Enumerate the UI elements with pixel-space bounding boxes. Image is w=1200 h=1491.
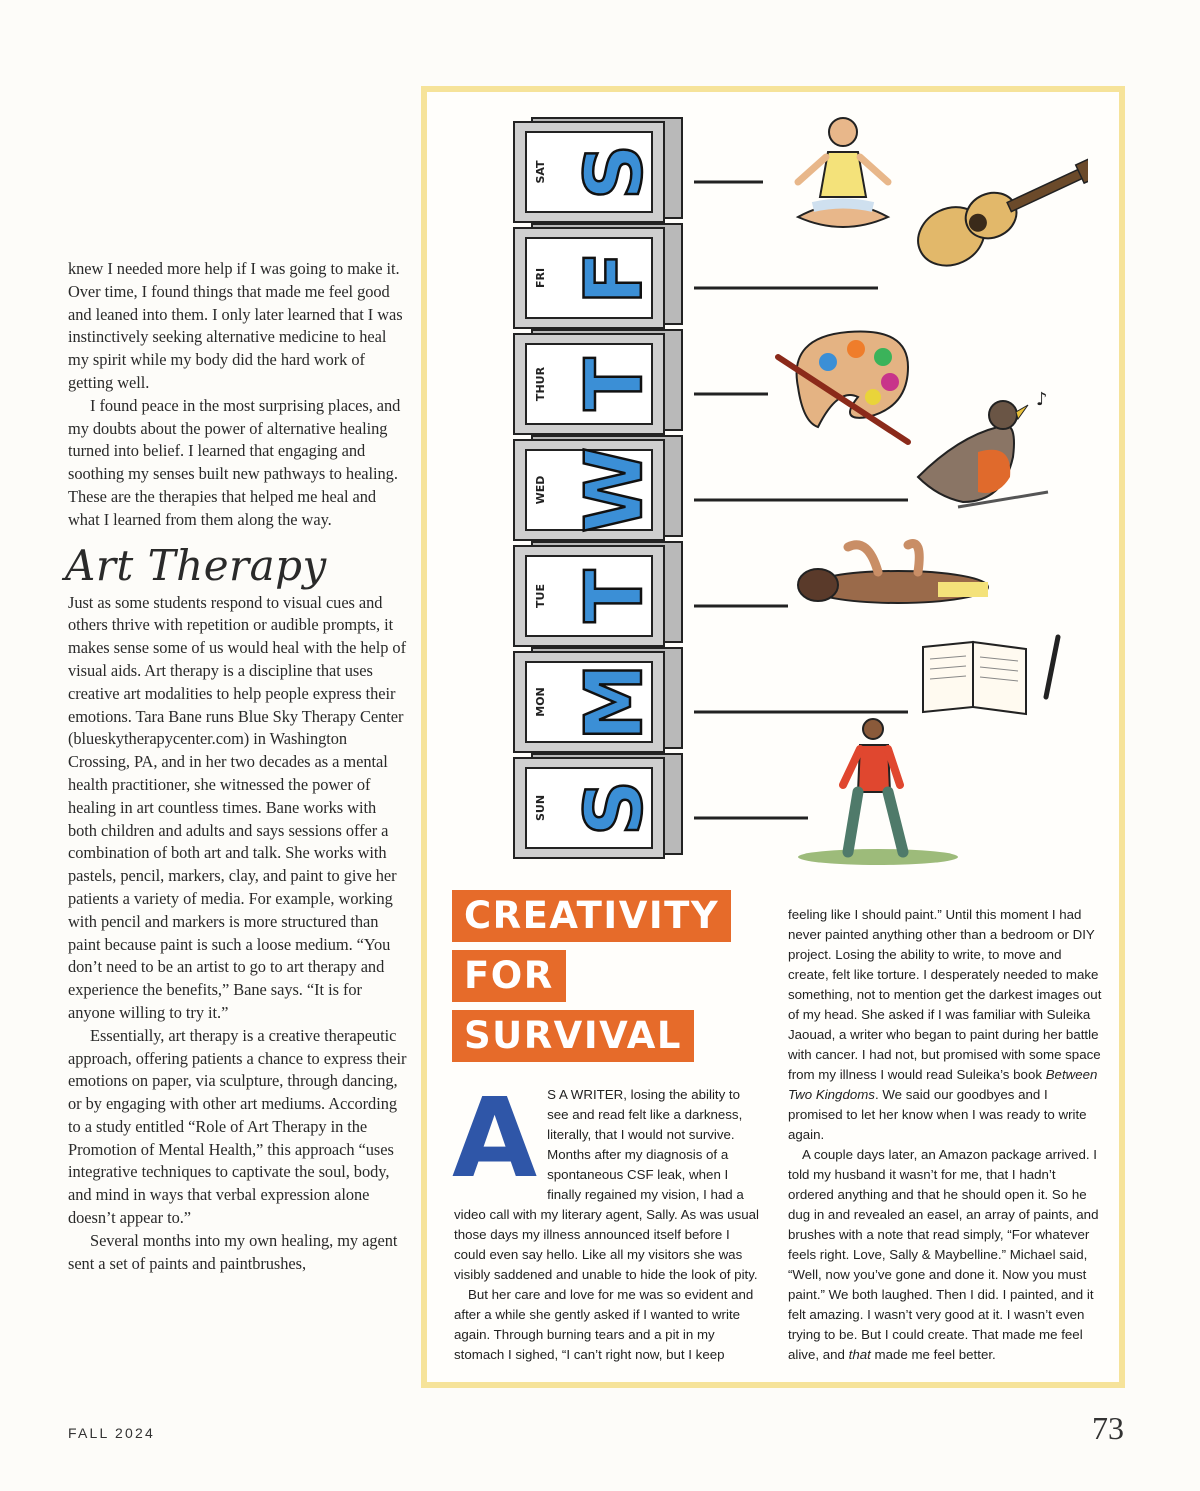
headline-line-3: SURVIVAL [452, 1010, 694, 1062]
article-headline [452, 890, 731, 1070]
day-label: SUN [534, 794, 547, 822]
day-letter: T [570, 357, 660, 411]
article-paragraph-3-end: . We said our goodbyes and I promised to let her know when I was ready to write again. [788, 1087, 1087, 1142]
emphasis-that: that [848, 1347, 871, 1362]
songbird-icon [918, 389, 1048, 507]
article-paragraph-4-text: A couple days later, an Amazon package arrived. I told my husband it wasn’t for me, that I hadn’t ordered anything and that he should open it. So he dug in and revealed an easel, an array of paints, and brushes with a note that read simply, “For whatever feels right. Love, Sally & Maybelline.” Michael said, “Well, now you’ve gone and done it. Now you must paint.” We both laughed. Then I did. I painted, and it felt amazing. I wasn’t very good at it. I wasn’t even trying to be. But I could create. That made me feel alive, and [788, 1147, 1099, 1362]
pill-box-tue [514, 542, 682, 646]
walking-person-icon [798, 719, 958, 865]
art-therapy-paragraph-1: Just as some students respond to visual cues and others thrive with repetition or audible prompts, it makes sense some of us would heal with the help of visual aids. Art therapy is a discipline that uses creative art modalities to help people express their emotions. Tara Bane runs Blue Sky Therapy Center (blueskytherapycenter.com) in Washington Crossing, PA, and in her two decades as a mental health practitioner, she witnessed the power of healing in art countless times. Bane works with both children and adults and says sessions offer a combination of both art and talk. She works with pastels, pencil, markers, clay, and paint to give her patients a variety of media. For example, working with pencil and markers is more structured than paint because paint is such a loose medium. “You don’t need to be an artist to go to art therapy and experience the benefits,” Bane says. “It is for anyone willing to try it.” [68, 592, 406, 1022]
pill-box-sun [514, 754, 682, 858]
article-paragraph-2: But her care and love for me was so evident and after a while she gently asked if I wanted to write again. Through burning tears and a pit in my stomach I sighed, “I can’t right now, but I keep [454, 1287, 754, 1362]
pill-box-wed [514, 436, 682, 540]
day-label: TUE [534, 584, 547, 608]
article-paragraph-4 [788, 1145, 1104, 1365]
meditation-icon [798, 118, 888, 227]
article-paragraph-4-end: made me feel better. [870, 1347, 996, 1362]
day-label: THUR [534, 366, 547, 402]
day-label: SAT [534, 160, 547, 184]
pill-box-fri [514, 224, 682, 328]
headline-line-1: CREATIVITY [452, 890, 731, 942]
art-therapy-paragraph-3: Several months into my own healing, my agent sent a set of paints and paintbrushes, [68, 1230, 398, 1273]
guitar-icon [909, 141, 1088, 276]
day-letter: F [570, 251, 660, 305]
day-letter: T [570, 569, 660, 623]
journal-icon [923, 637, 1058, 714]
massage-icon [798, 544, 988, 603]
article-paragraph-3 [788, 905, 1104, 1145]
article-column-middle [452, 1074, 759, 1365]
day-label: MON [534, 687, 547, 717]
lead-caps: S A WRITER, [547, 1087, 627, 1102]
article-column-right [788, 905, 1104, 1365]
left-column [65, 258, 408, 1275]
day-letter: M [570, 663, 660, 741]
pill-organizer-illustration [508, 112, 1088, 872]
day-letter: S [570, 779, 660, 837]
page-number: 73 [1092, 1410, 1124, 1446]
headline-line-2: FOR [452, 950, 566, 1002]
issue-label: FALL 2024 [68, 1425, 156, 1441]
day-letter: S [570, 143, 660, 201]
article-paragraph-1 [452, 1074, 759, 1285]
pill-box-thur [514, 330, 682, 434]
drop-cap: A [452, 1074, 538, 1202]
pill-box-mon [514, 648, 682, 752]
art-therapy-paragraph-2: Essentially, art therapy is a creative therapeutic approach, offering patients a chance to express their emotions on paper, via sculpture, through dancing, or by engaging with other art mediums. According to a study entitled “Role of Art Therapy in the Promotion of Mental Health,” this approach “uses integrative techniques to captivate the soul, body, and mind in ways that verbal expression alone doesn’t appear to.” [68, 1025, 407, 1228]
day-label: WED [534, 475, 547, 505]
section-heading-art-therapy: Art Therapy [65, 540, 327, 590]
day-label: FRI [534, 267, 547, 289]
svg-text:♪: ♪ [1036, 389, 1048, 410]
pill-box-sat [514, 118, 682, 222]
intro-paragraph-2: I found peace in the most surprising places, and my doubts about the power of alternative healing turned into belief. I learned that engaging and soothing my senses built new pathways to healing. These are the therapies that helped me heal and what I learned from them along the way. [68, 395, 401, 529]
day-letter: W [570, 446, 660, 534]
article-paragraph-1-body: losing the ability to see and read felt like a darkness, literally, that I would not survive. Months after my diagnosis of a spontaneous CSF leak, when I finally regained my vision, I had a video call with my literary agent, Sally. As was usual those days my illness announced itself before I could even say hello. Like all my visitors she was visibly saddened and unable to hide the look of pity. [454, 1087, 759, 1282]
intro-paragraph-1: knew I needed more help if I was going to make it. Over time, I found things that made me feel good and leaned into them. I only later learned that I was instinctively seeking alternative medicine to heal my spirit while my body did the hard work of getting well. [68, 259, 403, 392]
paint-palette-icon [778, 331, 908, 442]
book-title: Between Two Kingdoms [788, 1067, 1098, 1102]
article-paragraph-3-text: feeling like I should paint.” Until this moment I had never painted anything other than a bedroom or DIY project. Losing the ability to write, to move and create, felt like torture. I desperately needed to make something, not to mention get the darkest images out of my head. She asked if I was familiar with Suleika Jaouad, a writer who began to paint during her battle with cancer. I had not, but promised with some space from my illness I would read Suleika’s book [788, 907, 1102, 1082]
